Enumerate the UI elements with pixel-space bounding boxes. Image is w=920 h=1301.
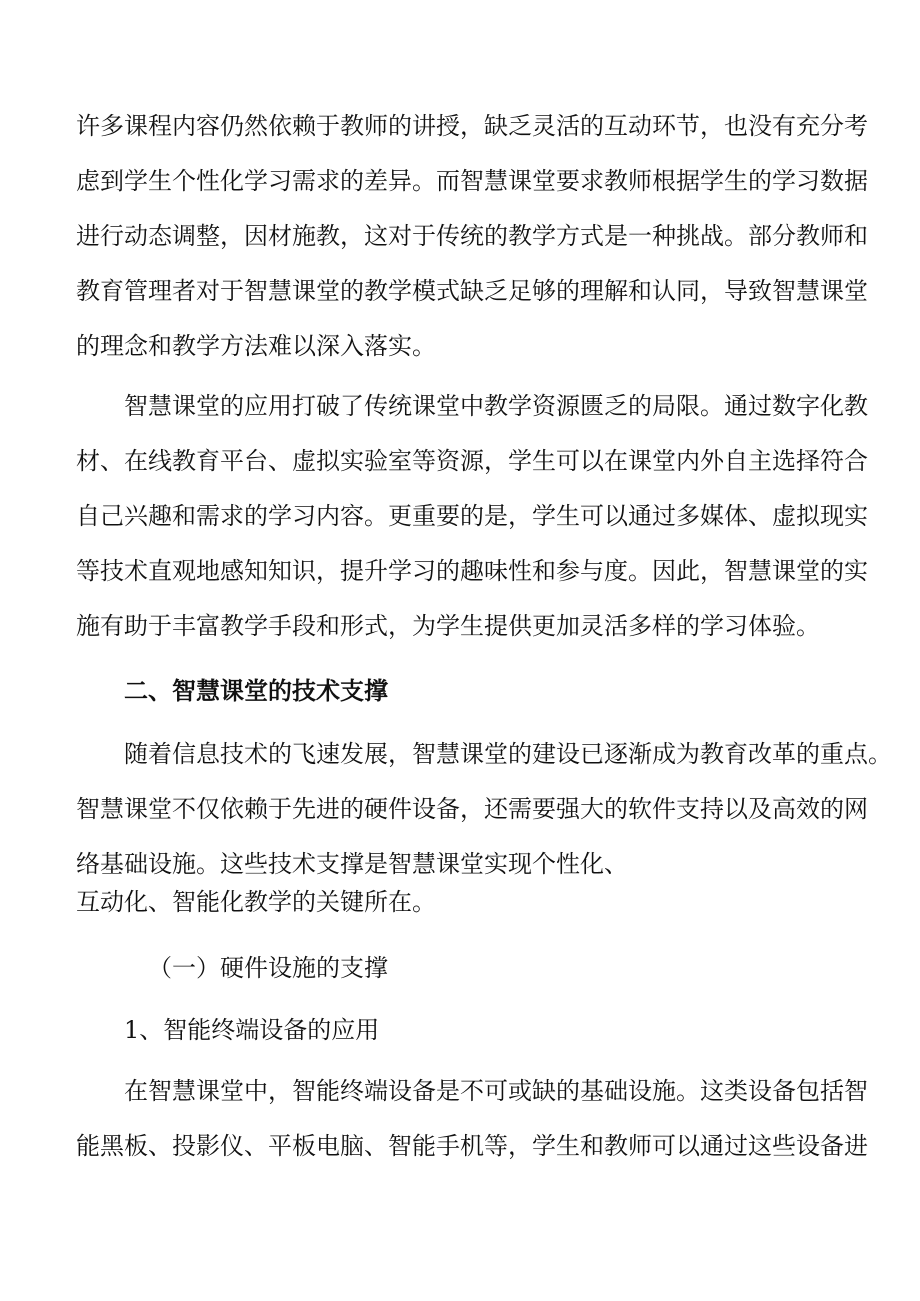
paragraph-4-line-2: 能黑板、投影仪、平板电脑、智能手机等，学生和教师可以通过这些设备进 [76,1132,868,1160]
paragraph-2-line-1: 智慧课堂的应用打破了传统课堂中教学资源匮乏的局限。通过数字化教 [124,392,868,420]
paragraph-1-line-2: 虑到学生个性化学习需求的差异。而智慧课堂要求教师根据学生的学习数据 [76,167,868,195]
paragraph-1-line-3: 进行动态调整，因材施教，这对于传统的教学方式是一种挑战。部分教师和 [76,222,868,250]
paragraph-2-line-4: 等技术直观地感知知识，提升学习的趣味性和参与度。因此，智慧课堂的实 [76,557,868,585]
section-heading: 二、智慧课堂的技术支撑 [124,676,388,705]
paragraph-2-line-2: 材、在线教育平台、虚拟实验室等资源，学生可以在课堂内外自主选择符合 [76,447,868,475]
paragraph-1-line-5: 的理念和教学方法难以深入落实。 [76,332,436,360]
paragraph-3-line-1: 随着信息技术的飞速发展，智慧课堂的建设已逐渐成为教育改革的重点。 [124,740,892,768]
paragraph-4-line-1: 在智慧课堂中，智能终端设备是不可或缺的基础设施。这类设备包括智 [124,1077,868,1105]
paragraph-3-line-4: 互动化、智能化教学的关键所在。 [76,888,436,916]
paragraph-3-line-2: 智慧课堂不仅依赖于先进的硬件设备，还需要强大的软件支持以及高效的网 [76,795,868,823]
paragraph-1-line-4: 教育管理者对于智慧课堂的教学模式缺乏足够的理解和认同，导致智慧课堂 [76,277,868,305]
paragraph-1-line-1: 许多课程内容仍然依赖于教师的讲授，缺乏灵活的互动环节，也没有充分考 [76,112,868,140]
paragraph-3-line-3: 络基础设施。这些技术支撑是智慧课堂实现个性化、 [76,850,628,878]
sub-subsection-heading: 1、智能终端设备的应用 [124,1016,380,1044]
subsection-heading: （一）硬件设施的支撑 [148,954,388,982]
paragraph-2-line-3: 自己兴趣和需求的学习内容。更重要的是，学生可以通过多媒体、虚拟现实 [76,502,868,530]
paragraph-2-line-5: 施有助于丰富教学手段和形式，为学生提供更加灵活多样的学习体验。 [76,612,820,640]
